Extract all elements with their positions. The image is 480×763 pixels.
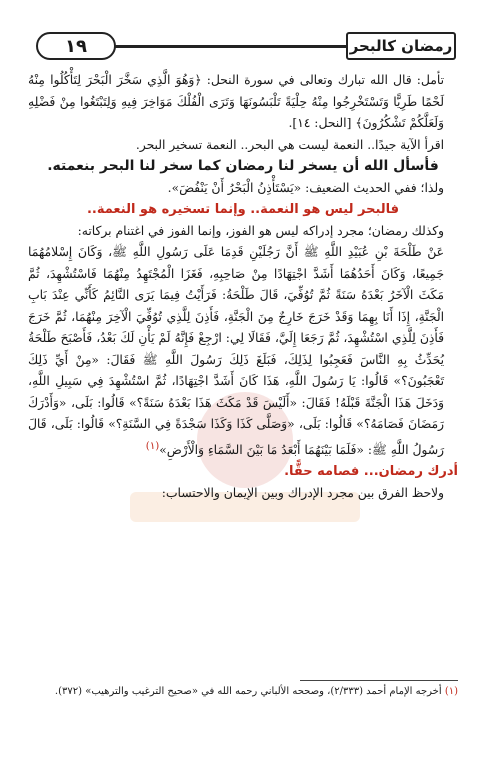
section-heading-ramadan: أدرك رمضان... فصامه حقًّا. [284,464,458,480]
section-heading-sea: فالبحر ليس هو النعمة.. وإنما تسخيره هو النعمة.. [86,202,400,217]
page-body [28,70,458,504]
footnote-reference[interactable]: (١) [145,439,160,452]
footnote-divider [300,680,458,681]
footnote-text: أخرجه الإمام أحمد (٢/٣٣٣)، وصححه الألباني رحمه الله في «صحيح الترغيب والترهيب» (٣٧٢). [54,686,442,697]
paragraph-ramadan-intro: وكذلك رمضان؛ مجرد إدراكه ليس هو الفوز، وإنما الفوز في اغتنام بركاته: [77,223,444,238]
page-number: ١٩ [36,32,116,60]
paragraph-nahl-verse: تأمل: قال الله تبارك وتعالى في سورة النحل: ﴿وَهُوَ الَّذِي سَخَّرَ الْبَحْرَ لِتَأْكُلُوا مِنْهُ لَحْمًا طَرِيًّا وَتَسْتَخْرِجُوا مِنْهُ حِلْيَةً تَلْبَسُونَهَا وَتَرَى الْفُلْكَ مَوَاخِرَ فِيهِ وَلِتَبْتَغُوا مِنْ فَضْلِهِ وَلَعَلَّكُمْ تَشْكُرُونَ﴾ [النحل: ١٤]. [28,73,444,130]
header-rule [114,45,346,48]
hadith-text: عَنْ طَلْحَةَ بْنِ عُبَيْدِ اللَّهِ ﷺ أَنَّ رَجُلَيْنِ قَدِمَا عَلَى رَسُولِ اللَّهِ ﷺ، وَكَانَ إِسْلامُهُمَا جَمِيعًا، وَكَانَ أَحَدُهُمَا أَشَدَّ اجْتِهَادًا مِنْ صَاحِبِهِ، فَغَزَا الْمُجْتَهِدُ مِنْهُمَا فَاسْتُشْهِدَ، ثُمَّ مَكَثَ الْآخَرُ بَعْدَهُ سَنَةً ثُمَّ تُوُفِّيَ، قَالَ طَلْحَةُ: فَرَأَيْتُ فِيمَا يَرَى النَّائِمُ كَأَنِّي عِنْدَ بَابِ الْجَنَّةِ، إِذَا أَنَا بِهِمَا وَقَدْ خَرَجَ خَارِجٌ مِنَ الْجَنَّةِ، فَأَذِنَ لِلَّذِي تُوُفِّيَ الْآخِرَ مِنْهُمَا، ثُمَّ خَرَجَ فَأَذِنَ لِلَّذِي اسْتُشْهِدَ، ثُمَّ رَجَعَا إِلَيَّ، فَقَالَا لِي: ارْجِعْ فَإِنَّهُ لَمْ يَأْنِ لَكَ بَعْدُ، فَأَصْبَحَ طَلْحَةُ يُحَدِّثُ بِهِ النَّاسَ فَعَجِبُوا لِذَلِكَ، فَبَلَغَ ذَلِكَ رَسُولَ اللَّهِ ﷺ فَقَالَ: «مِنْ أَيِّ ذَلِكَ تَعْجَبُونَ؟» قَالُوا: يَا رَسُولَ اللَّهِ، هَذَا كَانَ أَشَدَّ اجْتِهَادًا، ثُمَّ اسْتُشْهِدَ فِي سَبِيلِ اللَّهِ، وَدَخَلَ هَذَا الْجَنَّةَ قَبْلَهُ! فَقَالَ: «أَلَيْسَ قَدْ مَكَثَ هَذَا بَعْدَهُ سَنَةً؟» قَالُوا: بَلَى، «وَأَدْرَكَ رَمَضَانَ فَصَامَهُ؟» قَالُوا: بَلَى، «وَصَلَّى كَذَا وَكَذَا سَجْدَةً فِي السَّنَةِ؟» قَالُوا: بَلَى، قَالَ رَسُولُ اللَّهِ ﷺ: «فَلَمَا بَيْنَهُمَا أَبْعَدُ مَا بَيْنَ السَّمَاءِ وَالْأَرْضِ» [28,245,444,457]
footnote [28,684,458,700]
paragraph-difference: ولاحظ الفرق بين مجرد الإدراك وبين الإيمان والاحتساب: [161,485,444,500]
page-header [28,32,456,62]
bold-supplication: فأسأل الله أن يسخر لنا رمضان كما سخر لنا البحر بنعمته. [47,158,439,174]
footnote-marker: (١) [444,686,458,697]
book-title: رمضان كالبحر [346,32,456,60]
paragraph-weak-hadith: ولذا؛ ففي الحديث الضعيف: «يَسْتَأْذِنُ الْبَحْرُ أَنْ يَنْفُضَ». [167,180,444,195]
paragraph-read-verse: اقرأ الآية جيدًا.. النعمة ليست هي البحر.. النعمة تسخير البحر. [135,137,444,152]
hadith-talha [28,242,458,461]
